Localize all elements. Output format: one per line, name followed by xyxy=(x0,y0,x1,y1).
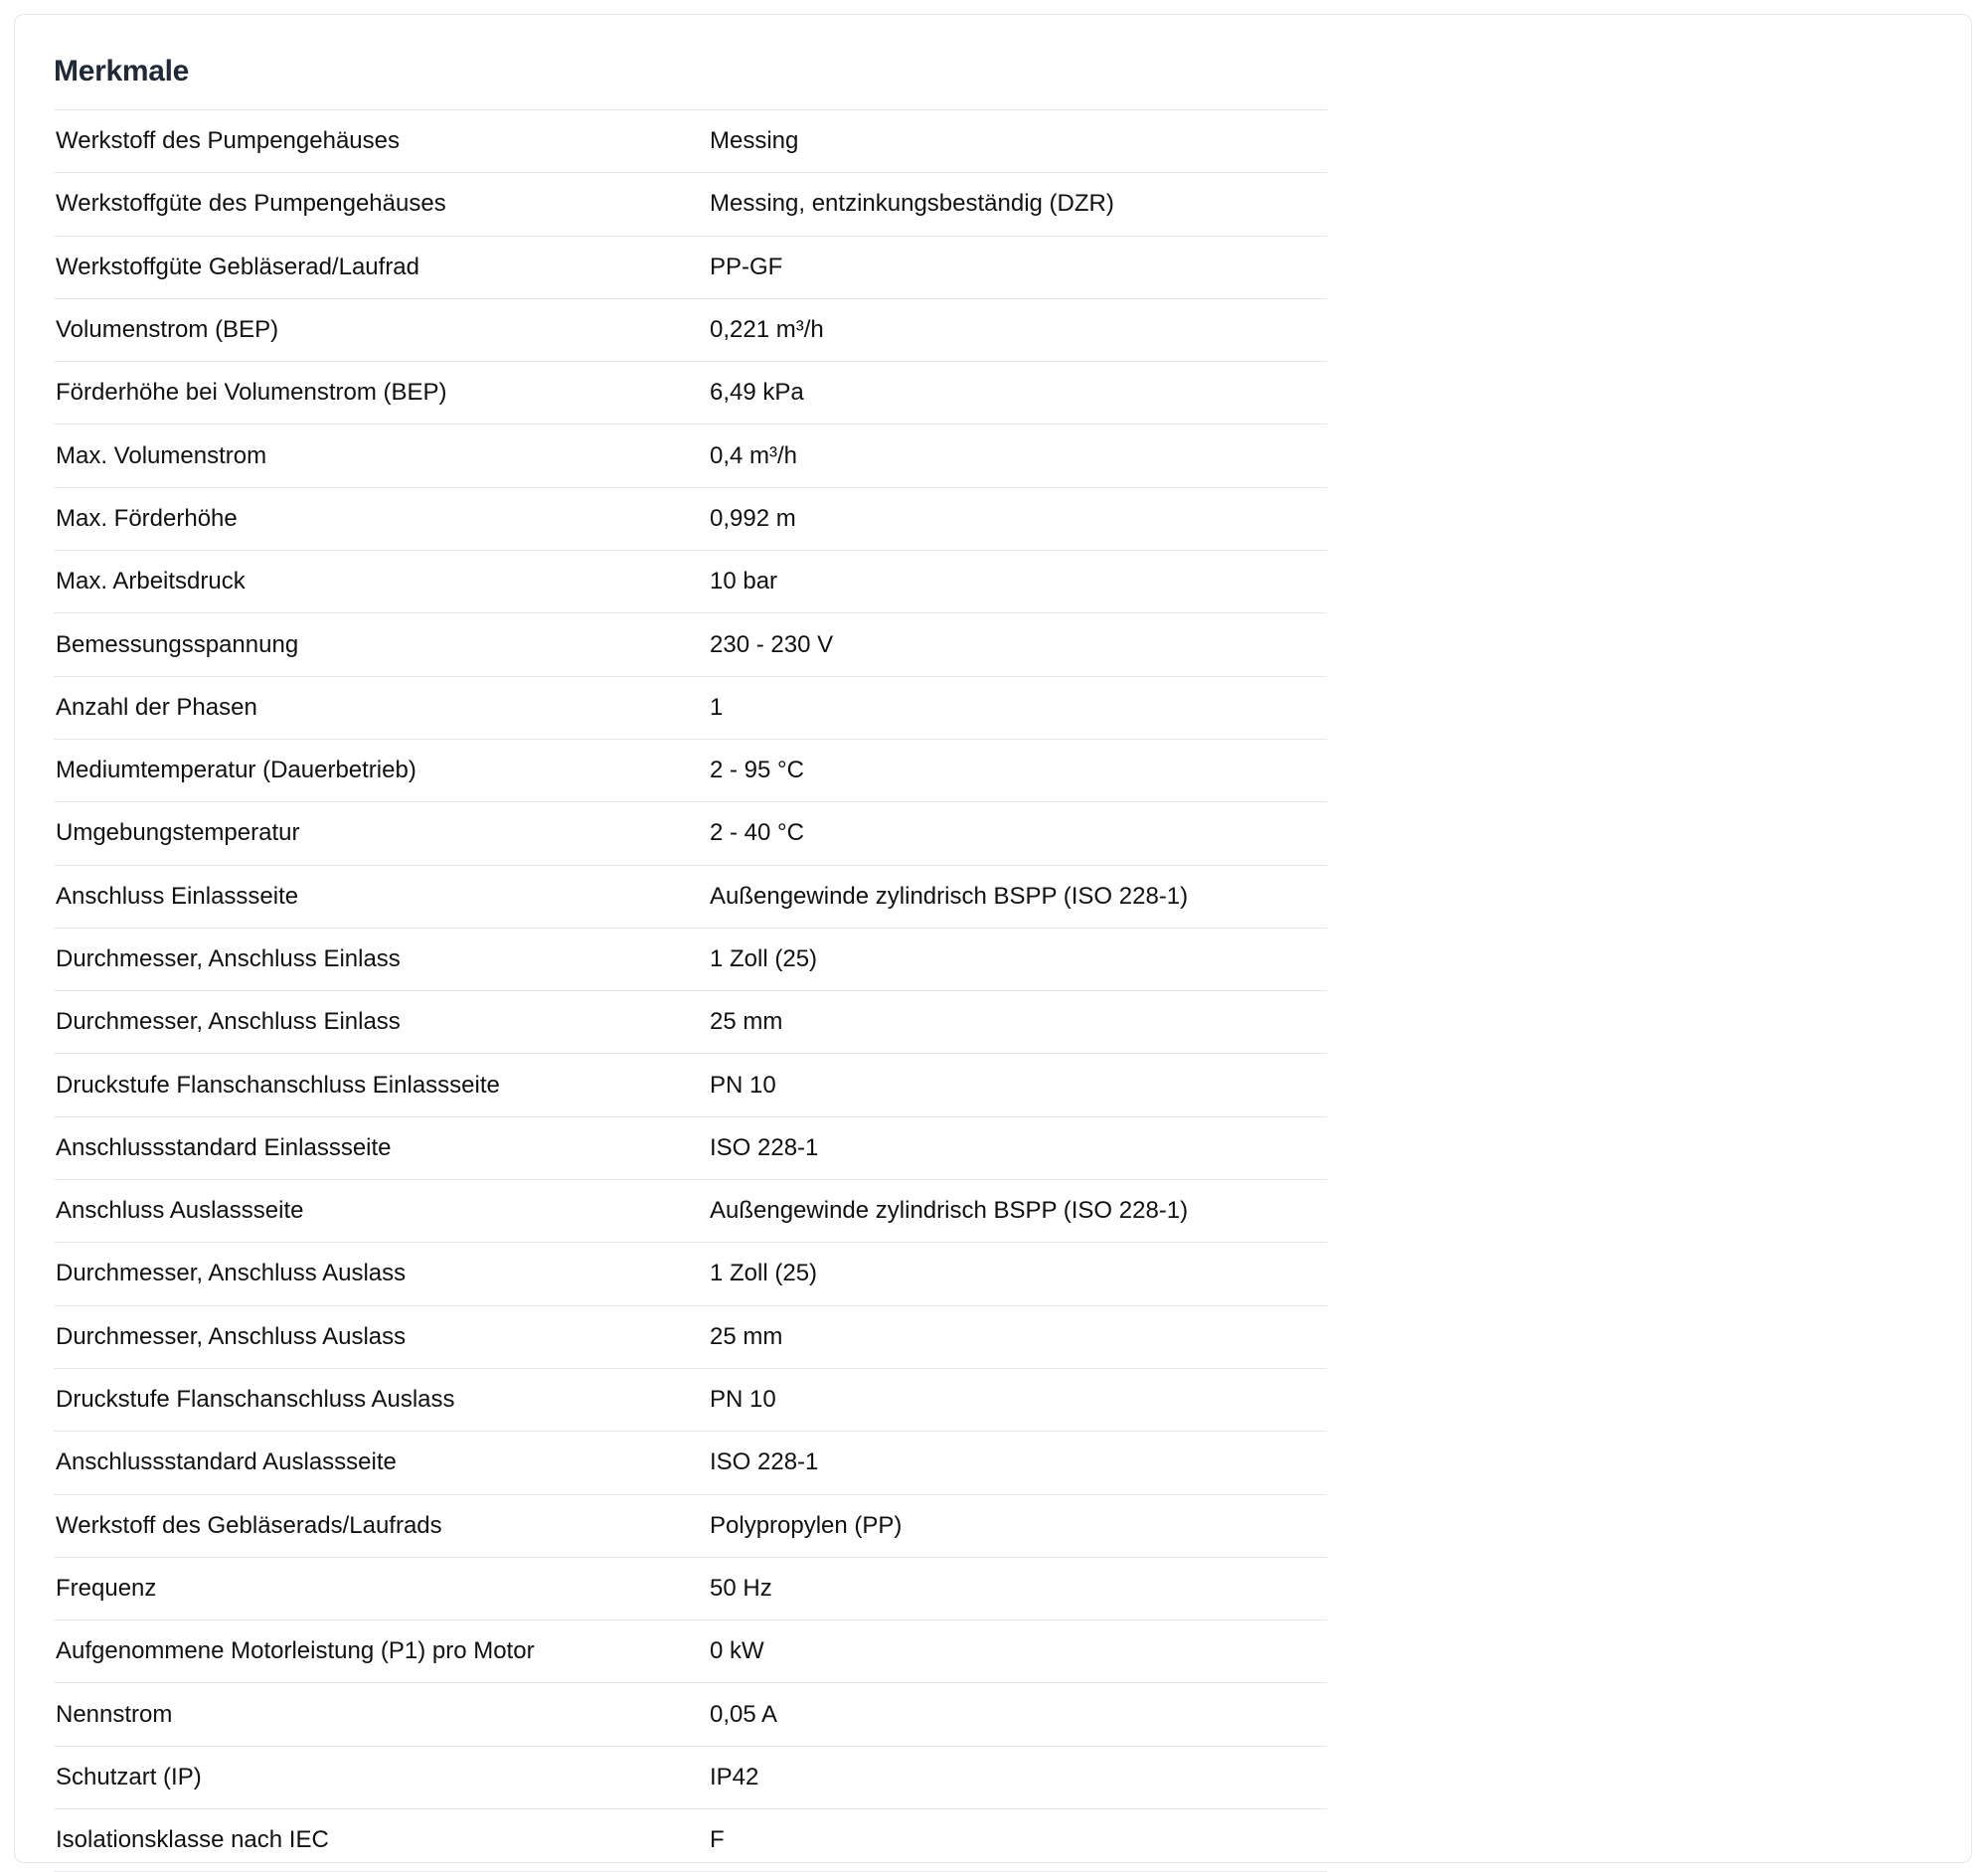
table-row xyxy=(54,298,1327,361)
property-label: Werkstoffgüte des Pumpengehäuses xyxy=(56,190,446,218)
property-value: 1 xyxy=(710,693,724,721)
property-value: 1 Zoll (25) xyxy=(710,945,818,972)
property-value: 0,05 A xyxy=(710,1700,778,1728)
table-row xyxy=(54,1368,1327,1431)
property-label: Anzahl der Phasen xyxy=(56,693,257,721)
table-row xyxy=(54,613,1327,676)
table-row xyxy=(54,1432,1327,1494)
property-value: Außengewinde zylindrisch BSPP (ISO 228-1) xyxy=(710,882,1189,910)
property-value: IP42 xyxy=(710,1763,759,1790)
property-value: 0,992 m xyxy=(710,504,796,532)
property-value: 0 kW xyxy=(710,1637,764,1665)
features-table-body xyxy=(54,110,1327,1872)
property-value: 6,49 kPa xyxy=(710,379,804,407)
property-value: Polypropylen (PP) xyxy=(710,1511,903,1539)
table-row xyxy=(54,1305,1327,1368)
features-table xyxy=(54,109,1327,1872)
table-row xyxy=(54,739,1327,801)
property-value: 1 Zoll (25) xyxy=(710,1260,818,1287)
property-value: F xyxy=(710,1826,725,1854)
table-row xyxy=(54,1746,1327,1808)
table-row xyxy=(54,110,1327,173)
property-label: Förderhöhe bei Volumenstrom (BEP) xyxy=(56,379,447,407)
property-value: Messing, entzinkungsbeständig (DZR) xyxy=(710,190,1114,218)
property-label: Max. Arbeitsdruck xyxy=(56,568,246,596)
table-row xyxy=(54,865,1327,928)
table-row xyxy=(54,991,1327,1054)
features-panel xyxy=(14,14,1972,1863)
table-row xyxy=(54,487,1327,550)
property-value: Messing xyxy=(710,127,799,155)
property-label: Druckstufe Flanschanschluss Auslass xyxy=(56,1386,455,1414)
property-value: 0,4 m³/h xyxy=(710,441,798,469)
property-value: PP-GF xyxy=(710,253,783,280)
property-value: 2 - 40 °C xyxy=(710,819,804,847)
property-label: Isolationsklasse nach IEC xyxy=(56,1826,329,1854)
table-row xyxy=(54,1116,1327,1179)
property-value: PN 10 xyxy=(710,1071,776,1099)
table-row xyxy=(54,236,1327,298)
table-row xyxy=(54,928,1327,990)
property-label: Bemessungsspannung xyxy=(56,630,299,658)
property-label: Aufgenommene Motorleistung (P1) pro Motor xyxy=(56,1637,535,1665)
table-row xyxy=(54,1620,1327,1683)
property-value: 0,221 m³/h xyxy=(710,316,824,344)
property-label: Anschluss Einlassseite xyxy=(56,882,299,910)
table-row xyxy=(54,173,1327,236)
property-label: Frequenz xyxy=(56,1574,157,1602)
table-row xyxy=(54,362,1327,425)
table-row xyxy=(54,425,1327,487)
property-label: Durchmesser, Anschluss Auslass xyxy=(56,1322,407,1350)
table-row xyxy=(54,1494,1327,1557)
table-row xyxy=(54,802,1327,865)
property-value: ISO 228-1 xyxy=(710,1448,819,1476)
table-row xyxy=(54,1809,1327,1872)
property-label: Volumenstrom (BEP) xyxy=(56,316,279,344)
property-label: Nennstrom xyxy=(56,1700,173,1728)
section-title: Merkmale xyxy=(54,55,190,87)
property-label: Max. Förderhöhe xyxy=(56,504,238,532)
property-label: Umgebungstemperatur xyxy=(56,819,300,847)
property-label: Durchmesser, Anschluss Auslass xyxy=(56,1260,407,1287)
table-row xyxy=(54,1557,1327,1619)
property-label: Mediumtemperatur (Dauerbetrieb) xyxy=(56,757,416,784)
property-label: Werkstoffgüte Gebläserad/Laufrad xyxy=(56,253,419,280)
property-label: Durchmesser, Anschluss Einlass xyxy=(56,945,401,972)
property-value: 10 bar xyxy=(710,568,778,596)
table-row xyxy=(54,1180,1327,1243)
property-value: ISO 228-1 xyxy=(710,1133,819,1161)
property-label: Anschlussstandard Auslassseite xyxy=(56,1448,397,1476)
table-row xyxy=(54,1054,1327,1116)
property-label: Durchmesser, Anschluss Einlass xyxy=(56,1008,401,1036)
table-row xyxy=(54,551,1327,613)
table-row xyxy=(54,1243,1327,1305)
property-value: 2 - 95 °C xyxy=(710,757,804,784)
table-row xyxy=(54,1683,1327,1746)
property-label: Anschluss Auslassseite xyxy=(56,1197,304,1225)
property-label: Max. Volumenstrom xyxy=(56,441,267,469)
property-label: Druckstufe Flanschanschluss Einlassseite xyxy=(56,1071,500,1099)
property-label: Werkstoff des Gebläserads/Laufrads xyxy=(56,1511,442,1539)
property-label: Anschlussstandard Einlassseite xyxy=(56,1133,392,1161)
property-value: 50 Hz xyxy=(710,1574,772,1602)
property-value: 25 mm xyxy=(710,1322,783,1350)
property-label: Werkstoff des Pumpengehäuses xyxy=(56,127,400,155)
property-value: 25 mm xyxy=(710,1008,783,1036)
property-label: Schutzart (IP) xyxy=(56,1763,202,1790)
property-value: PN 10 xyxy=(710,1386,776,1414)
property-value: Außengewinde zylindrisch BSPP (ISO 228-1) xyxy=(710,1197,1189,1225)
property-value: 230 - 230 V xyxy=(710,630,834,658)
table-row xyxy=(54,676,1327,739)
